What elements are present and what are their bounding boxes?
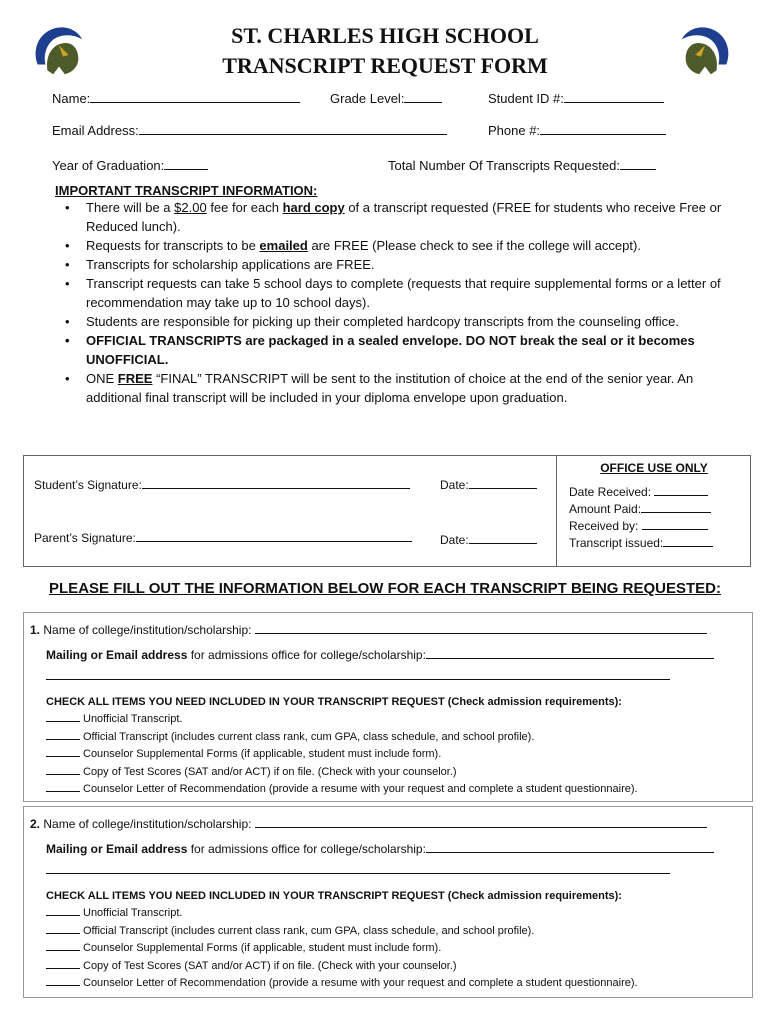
request-1-check-heading: CHECK ALL ITEMS YOU NEED INCLUDED IN YOUR TRANSCRIPT REQUEST (Check admission requirements): [46,696,622,708]
info-list [55,198,735,407]
important-info [55,183,735,407]
request-2-item-official[interactable]: Official Transcript (includes current class rank, cum GPA, class schedule, and school profile). [46,923,638,941]
phone-label: Phone #: [488,123,541,138]
student-date-field[interactable]: Date: [440,478,537,492]
request-2-mailing-field[interactable]: Mailing or Email address for admissions office for college/scholarship: [46,842,714,856]
signature-box [23,455,751,567]
request-2-name-field[interactable]: 2. Name of college/institution/scholarship: [30,817,707,831]
office-use-box [556,456,751,566]
name-label: Name: [52,91,91,106]
received-by-field[interactable]: Received by: [569,518,708,535]
important-info-heading: IMPORTANT TRANSCRIPT INFORMATION: [55,183,318,198]
date-received-field[interactable]: Date Received: [569,484,708,501]
request-2-item-supplemental[interactable]: Counselor Supplemental Forms (if applicable, student must include form). [46,940,638,958]
request-1-item-unofficial[interactable]: Unofficial Transcript. [46,711,638,729]
student-id-label: Student ID #: [488,91,564,106]
request-block-1 [23,612,753,802]
grade-level-field[interactable] [330,90,442,107]
student-signature-field[interactable]: Student’s Signature: [34,478,410,492]
request-1-name-field[interactable]: 1. Name of college/institution/scholarship: [30,623,707,637]
request-block-2 [23,806,753,998]
email-field[interactable] [52,122,447,139]
request-1-item-official[interactable]: Official Transcript (includes current class rank, cum GPA, class schedule, and school profile). [46,729,638,747]
request-2-item-recommendation[interactable]: Counselor Letter of Recommendation (provide a resume with your request and complete a student questionnaire). [46,975,638,993]
info-item-final: • ONE FREE “FINAL” TRANSCRIPT will be sent to the institution of choice at the end of the senior year. An additional final transcript will be included in your diploma envelope upon graduation. [55,369,735,407]
request-1-mailing-field[interactable]: Mailing or Email address for admissions office for college/scholarship: [46,648,714,662]
request-2-item-test-scores[interactable]: Copy of Test Scores (SAT and/or ACT) if on file. (Check with your counselor.) [46,958,638,976]
student-id-field[interactable] [488,90,664,107]
info-item-scholarship: • Transcripts for scholarship applications are FREE. [55,255,735,274]
request-1-item-test-scores[interactable]: Copy of Test Scores (SAT and/or ACT) if on file. (Check with your counselor.) [46,764,638,782]
parent-signature-field[interactable]: Parent’s Signature: [34,531,412,545]
phone-field[interactable] [488,122,666,139]
request-2-item-unofficial[interactable]: Unofficial Transcript. [46,905,638,923]
amount-paid-field[interactable]: Amount Paid: [569,501,711,518]
request-2-check-heading: CHECK ALL ITEMS YOU NEED INCLUDED IN YOUR TRANSCRIPT REQUEST (Check admission requirements): [46,890,622,902]
form-title-line1: ST. CHARLES HIGH SCHOOL [231,23,539,48]
office-use-heading: OFFICE USE ONLY [600,461,708,475]
info-item-official: • OFFICIAL TRANSCRIPTS are packaged in a sealed envelope. DO NOT break the seal or it becomes UNOFFICIAL. [55,331,735,369]
request-2-checklist [46,905,638,993]
form-title-line2: TRANSCRIPT REQUEST FORM [222,53,548,78]
year-graduation-label: Year of Graduation: [52,158,165,173]
request-1-mailing-line[interactable] [46,679,670,680]
info-item-email: • Requests for transcripts to be emailed are FREE (Please check to see if the college will accept). [55,236,735,255]
grade-level-label: Grade Level: [330,91,405,106]
request-1-item-supplemental[interactable]: Counselor Supplemental Forms (if applicable, student must include form). [46,746,638,764]
request-1-checklist [46,711,638,799]
transcript-issued-field[interactable]: Transcript issued: [569,535,713,552]
request-1-item-recommendation[interactable]: Counselor Letter of Recommendation (provide a resume with your request and complete a student questionnaire). [46,781,638,799]
info-item-pickup: • Students are responsible for picking up their completed hardcopy transcripts from the counseling office. [55,312,735,331]
email-label: Email Address: [52,123,139,138]
parent-date-field[interactable]: Date: [440,533,537,547]
name-field[interactable] [52,90,300,107]
requests-title: PLEASE FILL OUT THE INFORMATION BELOW FOR EACH TRANSCRIPT BEING REQUESTED: [49,580,721,597]
year-graduation-field[interactable] [52,157,208,174]
total-transcripts-field[interactable] [388,157,656,174]
info-item-timing: • Transcript requests can take 5 school days to complete (requests that require supplemental forms or a letter of recommendation may take up to 10 school days). [55,274,735,312]
request-2-mailing-line[interactable] [46,873,670,874]
total-transcripts-label: Total Number Of Transcripts Requested: [388,158,620,173]
info-item-fee: • There will be a $2.00 fee for each hard copy of a transcript requested (FREE for students who receive Free or Reduced lunch). [55,198,735,236]
